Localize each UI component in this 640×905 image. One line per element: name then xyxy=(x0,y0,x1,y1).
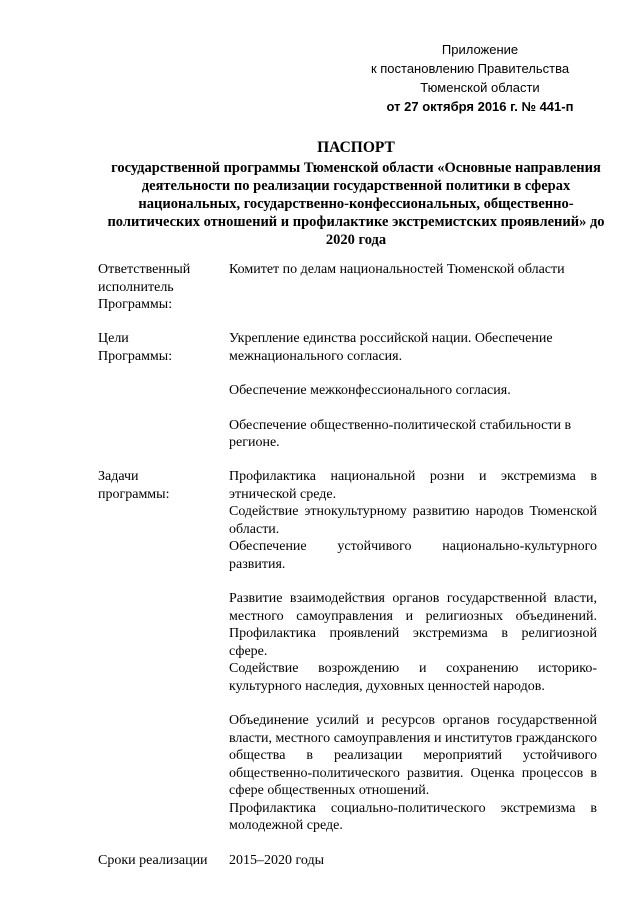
paragraph: Профилактика национальной розни и экстремизма в этнической среде. xyxy=(229,469,597,502)
paragraph: 2015–2020 годы xyxy=(229,853,325,868)
resolution-date-number: от 27 октября 2016 г. № 441-п xyxy=(386,99,574,114)
label-goals: Цели Программы: xyxy=(98,331,173,364)
paragraph: Обеспечение общественно-политической стабильности в регионе. xyxy=(229,417,572,450)
content-responsible-executor xyxy=(229,261,597,279)
document-title-block xyxy=(96,139,616,249)
label-implementation-period: Сроки реализации xyxy=(98,853,208,868)
paragraph: Профилактика социально-политического экстремизма в молодежной среде. xyxy=(229,800,597,833)
paragraph: Комитет по делам национальностей Тюменской области xyxy=(229,262,565,277)
content-goals xyxy=(229,330,597,452)
label-responsible-executor: Ответственный исполнитель Программы: xyxy=(98,262,191,312)
label-tasks: Задачи программы: xyxy=(98,469,170,502)
paragraph: Объединение усилий и ресурсов органов государственной власти, местного самоуправления и институтов гражданского общества в реализации мероприятий устойчивого общественно-политического развития. Оценка процессов в сфере общественных отношений. xyxy=(229,713,597,798)
resolution-reference: к постановлению Правительства xyxy=(370,61,570,76)
paragraph: Содействие этнокультурному развитию народов Тюменской области. xyxy=(229,504,597,537)
appendix-label: Приложение xyxy=(441,42,519,57)
paragraph: Укрепление единства российской нации. Обеспечение межнационального согласия. xyxy=(229,331,553,364)
content-implementation-period xyxy=(229,852,597,870)
program-name: государственной программы Тюменской области «Основные направления деятельности по реализации государственной политики в сферах национальных, государственно-конфессиональных, общественно-политических отношений и профилактике экстремистских проявлений» до 2020 года xyxy=(107,160,605,248)
paragraph: Содействие возрождению и сохранению историко-культурного наследия, духовных ценностей народов. xyxy=(229,661,597,694)
paragraph: Обеспечение межконфессионального согласия. xyxy=(229,383,511,398)
content-tasks xyxy=(229,468,597,835)
region-name: Тюменской области xyxy=(420,80,540,95)
paragraph: Обеспечение устойчивого национально-культурного развития. xyxy=(229,539,597,572)
paragraph: Развитие взаимодействия органов государственной власти, местного самоуправления и религиозных объединений. Профилактика проявлений экстремизма в религиозной сфере. xyxy=(229,591,597,659)
document-title: ПАСПОРТ xyxy=(317,139,395,156)
